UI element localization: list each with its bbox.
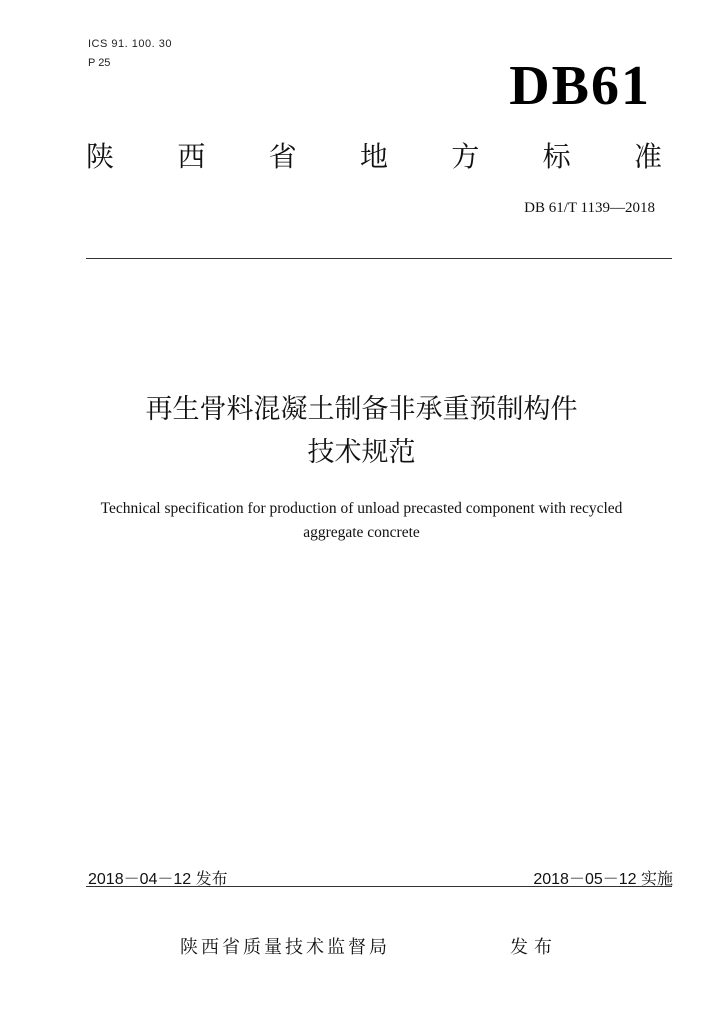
title-chinese-line1: 再生骨料混凝土制备非承重预制构件: [145, 394, 578, 425]
title-chinese-line2: 技术规范: [307, 437, 416, 468]
db-code-logo: DB61: [509, 55, 651, 117]
publisher: 陕西省质量技术监督局: [180, 937, 390, 958]
ics-code: ICS 91. 100. 30: [88, 38, 172, 50]
standard-number: DB 61/T 1139—2018: [524, 200, 655, 216]
title-english-line1: Technical specification for production of unload precasted component with recycled: [100, 500, 623, 517]
standard-type-char: 标: [542, 140, 571, 173]
issue-date: 2018－04－12 发布: [88, 871, 228, 888]
publish-label: 发布: [510, 937, 558, 958]
standard-type-char: 地: [359, 140, 388, 173]
standard-type-char: 方: [451, 140, 480, 173]
ccs-code: P 25: [88, 57, 111, 69]
header-divider: [86, 258, 672, 259]
standard-type-char: 省: [268, 140, 297, 173]
title-english-line2: aggregate concrete: [303, 524, 420, 541]
standard-type-char: 西: [177, 140, 206, 173]
standard-type-char: 陕: [86, 140, 115, 173]
implementation-date: 2018－05－12 实施: [533, 871, 673, 888]
footer-divider: [86, 886, 672, 887]
standard-type-char: 准: [633, 140, 662, 173]
standard-type: [86, 140, 662, 173]
